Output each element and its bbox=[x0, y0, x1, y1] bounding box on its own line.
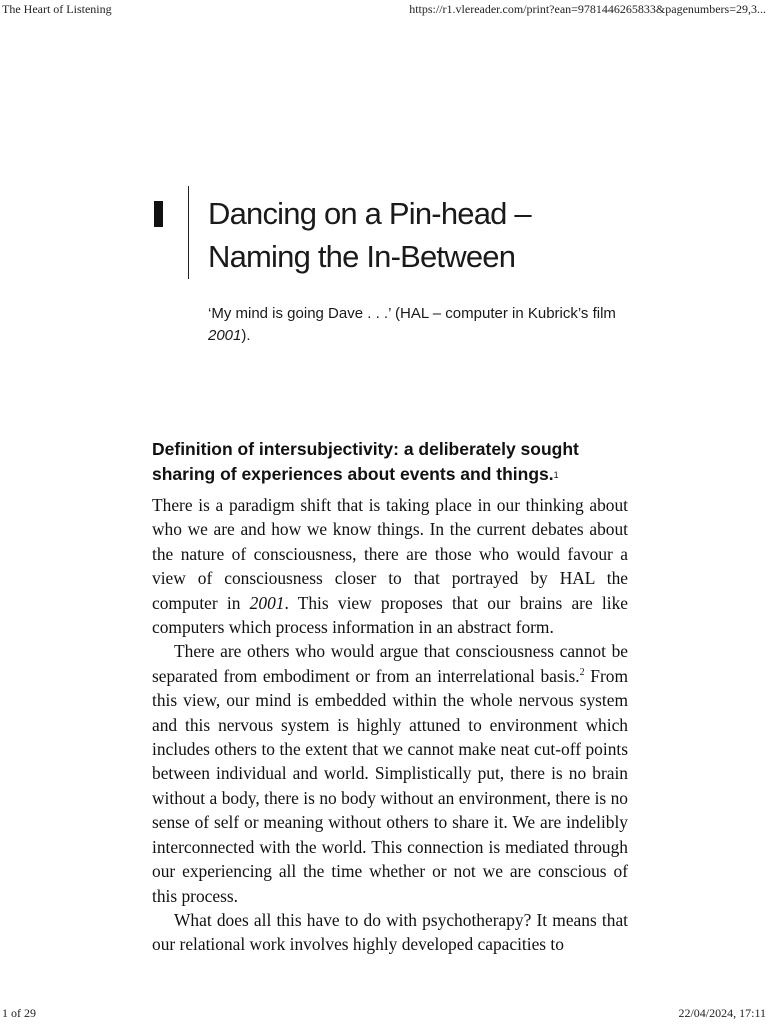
paragraph-3: What does all this have to do with psychotherapy? It means that our relational work involves highly developed capacities to bbox=[152, 909, 628, 955]
chapter-divider bbox=[188, 186, 189, 279]
print-footer bbox=[0, 1006, 768, 1024]
body-text bbox=[152, 493, 628, 957]
section-heading bbox=[152, 437, 632, 487]
print-header-url[interactable]: https://r1.vlereader.com/print?ean=9781446265833&pagenumbers=29,3... bbox=[409, 2, 766, 16]
paragraph-2-text: There are others who would argue that consciousness cannot be separated from embodiment or from an interrelational basis. bbox=[152, 641, 628, 686]
footnote-ref-1: 1 bbox=[553, 470, 559, 480]
chapter-title-line-1: Dancing on a Pin-head – bbox=[208, 196, 531, 231]
chapter-title-line-2: Naming the In-Between bbox=[208, 239, 516, 274]
paragraph-1-text-end: . This view proposes that our brains are like computers which process information in an abstract form. bbox=[152, 592, 628, 638]
print-header bbox=[0, 0, 768, 18]
footnote-ref-2: 2 bbox=[579, 667, 585, 679]
chapter-title bbox=[208, 192, 668, 278]
epigraph-film-title: 2001 bbox=[208, 327, 242, 344]
epigraph-text-end: ). bbox=[241, 327, 251, 344]
chapter-number bbox=[154, 201, 168, 227]
paragraph-2-text-end: From this view, our mind is embedded within the whole nervous system and this nervous system is highly attuned to environment which includes others to the extent that we cannot make neat cut-off points between individual and world. Simplistically put, there is no brain without a body, there is no body without an environment, there is no sense of self or meaning without others to share it. We are indelibly interconnected with the world. This connection is mediated through our experiencing all the time whether or not we are conscious of this process. bbox=[152, 665, 628, 906]
epigraph-text: ‘My mind is going Dave . . .’ (HAL – computer in Kubrick’s film bbox=[208, 305, 616, 322]
print-header-title: The Heart of Listening bbox=[2, 2, 112, 16]
print-footer-datetime: 22/04/2024, 17:11 bbox=[678, 1006, 766, 1020]
chapter-epigraph bbox=[208, 303, 628, 347]
section-heading-text: Definition of intersubjectivity: a deliberately sought sharing of experiences about events and things. bbox=[152, 439, 579, 484]
paragraph-2 bbox=[152, 639, 628, 907]
paragraph-1 bbox=[152, 493, 628, 639]
paragraph-1-film-title: 2001 bbox=[249, 592, 285, 613]
paragraph-1-text: There is a paradigm shift that is taking place in our thinking about who we are and how we know things. In the current debates about the nature of consciousness, there are those who would favour a view of consciousness closer to that portrayed by HAL the computer in bbox=[152, 495, 628, 613]
chapter-number-glyph bbox=[154, 201, 163, 227]
print-footer-page-info: 1 of 29 bbox=[2, 1006, 36, 1020]
